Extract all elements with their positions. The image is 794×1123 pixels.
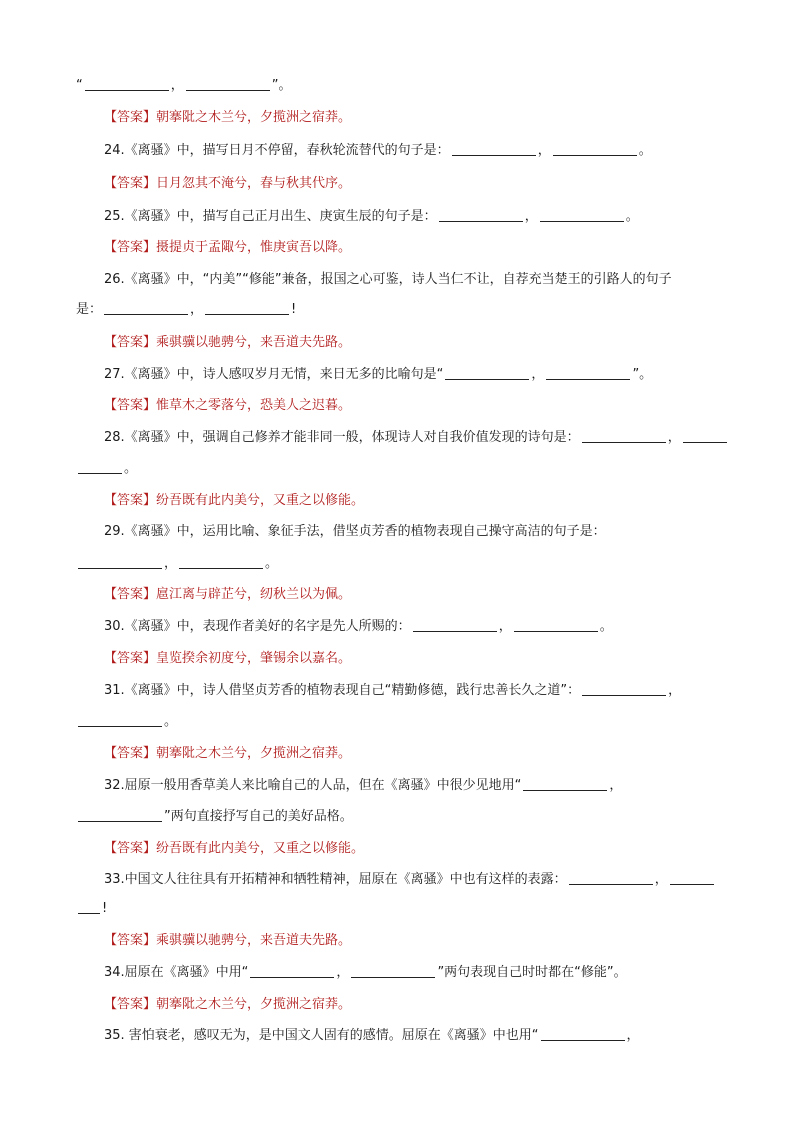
punctuation: 。	[164, 714, 178, 729]
question-line	[104, 777, 622, 795]
answer-line	[104, 996, 351, 1014]
answer-text: 摄提贞于孟陬兮，惟庚寅吾以降。	[156, 240, 352, 255]
separator: ，	[164, 556, 178, 571]
fill-blank[interactable]	[351, 964, 435, 978]
answer-tag: 【答案】	[104, 746, 157, 761]
question-text: 34.屈原在《离骚》中用“	[104, 965, 249, 980]
quote-close: ”。	[271, 78, 292, 93]
question-line	[104, 429, 729, 447]
answer-tag: 【答案】	[104, 110, 157, 125]
separator: ，	[524, 209, 538, 224]
answer-text: 纷吾既有此内美兮，又重之以修能。	[156, 493, 365, 508]
answer-line	[104, 745, 351, 763]
answer-line	[104, 840, 364, 858]
answer-tag: 【答案】	[104, 176, 157, 191]
fill-blank[interactable]	[78, 555, 162, 569]
answer-text: 朝搴阰之木兰兮，夕揽洲之宿莽。	[156, 746, 352, 761]
continuation-line	[76, 808, 353, 826]
answer-tag: 【答案】	[104, 651, 157, 666]
answer-tag: 【答案】	[104, 841, 157, 856]
question-line	[104, 523, 606, 541]
separator: ，	[498, 619, 512, 634]
answer-text: 皇览揆余初度兮，肇锡余以嘉名。	[156, 651, 352, 666]
fill-blank[interactable]	[452, 142, 536, 156]
separator: ，	[170, 78, 184, 93]
answer-text: 朝搴阰之木兰兮，夕揽洲之宿莽。	[156, 110, 352, 125]
answer-text: 乘骐骥以驰骋兮，来吾道夫先路。	[156, 933, 352, 948]
fill-blank[interactable]	[186, 77, 270, 91]
continuation-line	[76, 555, 278, 573]
answer-text: 纷吾既有此内美兮，又重之以修能。	[156, 841, 365, 856]
answer-line	[104, 650, 351, 668]
fill-blank[interactable]	[78, 713, 162, 727]
question-line	[104, 964, 627, 982]
question-text: 25.《离骚》中，描写自己正月出生、庚寅生辰的句子是：	[104, 209, 437, 224]
question-text: 29.《离骚》中，运用比喻、象征手法，借坚贞芳香的植物表现自己操守高洁的句子是：	[104, 524, 606, 539]
continuation-line	[76, 77, 292, 95]
separator: ，	[654, 872, 668, 887]
punctuation: !	[291, 302, 297, 317]
fill-blank[interactable]	[514, 618, 598, 632]
answer-text: 乘骐骥以驰骋兮，来吾道夫先路。	[156, 335, 352, 350]
question-line	[104, 871, 716, 889]
fill-blank[interactable]	[546, 366, 630, 380]
punctuation: 。	[124, 461, 138, 476]
question-text: 27.《离骚》中，诗人感叹岁月无情，来日无多的比喻句是“	[104, 367, 444, 382]
punctuation: ”。	[632, 367, 653, 382]
question-text: 31.《离骚》中，诗人借坚贞芳香的植物表现自己“精勤修德，践行忠善长久之道”：	[104, 683, 581, 698]
question-text: 33.中国文人往往具有开拓精神和牺牲精神，屈原在《离骚》中也有这样的表露：	[104, 872, 567, 887]
fill-blank[interactable]	[413, 618, 497, 632]
fill-blank[interactable]	[78, 808, 162, 822]
punctuation: 。	[599, 619, 613, 634]
punctuation: 。	[625, 209, 639, 224]
answer-tag: 【答案】	[104, 335, 157, 350]
fill-blank[interactable]	[683, 429, 727, 443]
continuation-line	[76, 713, 177, 731]
answer-text: 惟草木之零落兮，恐美人之迟暮。	[156, 398, 352, 413]
fill-blank[interactable]	[104, 301, 188, 315]
continuation-line	[76, 301, 296, 319]
question-line	[104, 142, 652, 160]
question-line	[104, 366, 652, 384]
question-text: 是：	[76, 302, 103, 317]
fill-blank[interactable]	[523, 777, 607, 791]
fill-blank[interactable]	[569, 871, 653, 885]
fill-blank[interactable]	[582, 429, 666, 443]
answer-tag: 【答案】	[104, 587, 157, 602]
continuation-line	[76, 900, 107, 918]
separator: ，	[667, 430, 681, 445]
fill-blank[interactable]	[78, 900, 100, 914]
question-text: 30.《离骚》中，表现作者美好的名字是先人所赐的：	[104, 619, 411, 634]
question-text: ”两句直接抒写自己的美好品格。	[164, 809, 353, 824]
separator: ，	[336, 965, 350, 980]
answer-line	[104, 586, 351, 604]
question-line	[104, 208, 639, 226]
answer-text: 日月忽其不淹兮，春与秋其代序。	[156, 176, 352, 191]
punctuation: !	[102, 901, 108, 916]
punctuation: 。	[265, 556, 279, 571]
fill-blank[interactable]	[78, 460, 122, 474]
answer-line	[104, 334, 351, 352]
question-line	[104, 618, 613, 636]
answer-line	[104, 397, 351, 415]
answer-text: 朝搴阰之木兰兮，夕揽洲之宿莽。	[156, 997, 352, 1012]
answer-tag: 【答案】	[104, 493, 157, 508]
question-text: 28.《离骚》中，强调自己修养才能非同一般，体现诗人对自我价值发现的诗句是：	[104, 430, 580, 445]
punctuation: ，	[609, 778, 623, 793]
separator: ，	[537, 143, 551, 158]
separator: ，	[531, 367, 545, 382]
answer-line	[104, 109, 351, 127]
question-text: 24.《离骚》中，描写日月不停留，春秋轮流替代的句子是：	[104, 143, 450, 158]
fill-blank[interactable]	[439, 208, 523, 222]
fill-blank[interactable]	[670, 871, 714, 885]
answer-tag: 【答案】	[104, 997, 157, 1012]
fill-blank[interactable]	[179, 555, 263, 569]
question-text: 32.屈原一般用香草美人来比喻自己的人品，但在《离骚》中很少见地用“	[104, 778, 522, 793]
answer-line	[104, 175, 351, 193]
fill-blank[interactable]	[85, 77, 169, 91]
answer-tag: 【答案】	[104, 240, 157, 255]
answer-line	[104, 239, 351, 257]
question-line	[104, 271, 672, 289]
question-text: 35. 害怕衰老，感叹无为，是中国文人固有的感情。屈原在《离骚》中也用“	[104, 1028, 539, 1043]
separator: ，	[190, 302, 204, 317]
fill-blank[interactable]	[540, 208, 624, 222]
fill-blank[interactable]	[553, 142, 637, 156]
punctuation: ，	[668, 683, 682, 698]
answer-tag: 【答案】	[104, 933, 157, 948]
question-line	[104, 1027, 640, 1045]
answer-line	[104, 932, 351, 950]
answer-tag: 【答案】	[104, 398, 157, 413]
fill-blank[interactable]	[205, 301, 289, 315]
fill-blank[interactable]	[250, 964, 334, 978]
fill-blank[interactable]	[582, 682, 666, 696]
answer-line	[104, 492, 364, 510]
quote-open: “	[76, 78, 83, 93]
punctuation: 。	[638, 143, 652, 158]
question-text: ”两句表现自己时时都在“修能”。	[437, 965, 627, 980]
fill-blank[interactable]	[445, 366, 529, 380]
answer-text: 扈江离与辟芷兮，纫秋兰以为佩。	[156, 587, 352, 602]
continuation-line	[76, 460, 137, 478]
question-line	[104, 682, 681, 700]
punctuation: ，	[626, 1028, 640, 1043]
question-text: 26.《离骚》中，“内美”“修能”兼备，报国之心可鉴，诗人当仁不让，自荐充当楚王的引路人的句子	[104, 272, 672, 287]
fill-blank[interactable]	[541, 1027, 625, 1041]
